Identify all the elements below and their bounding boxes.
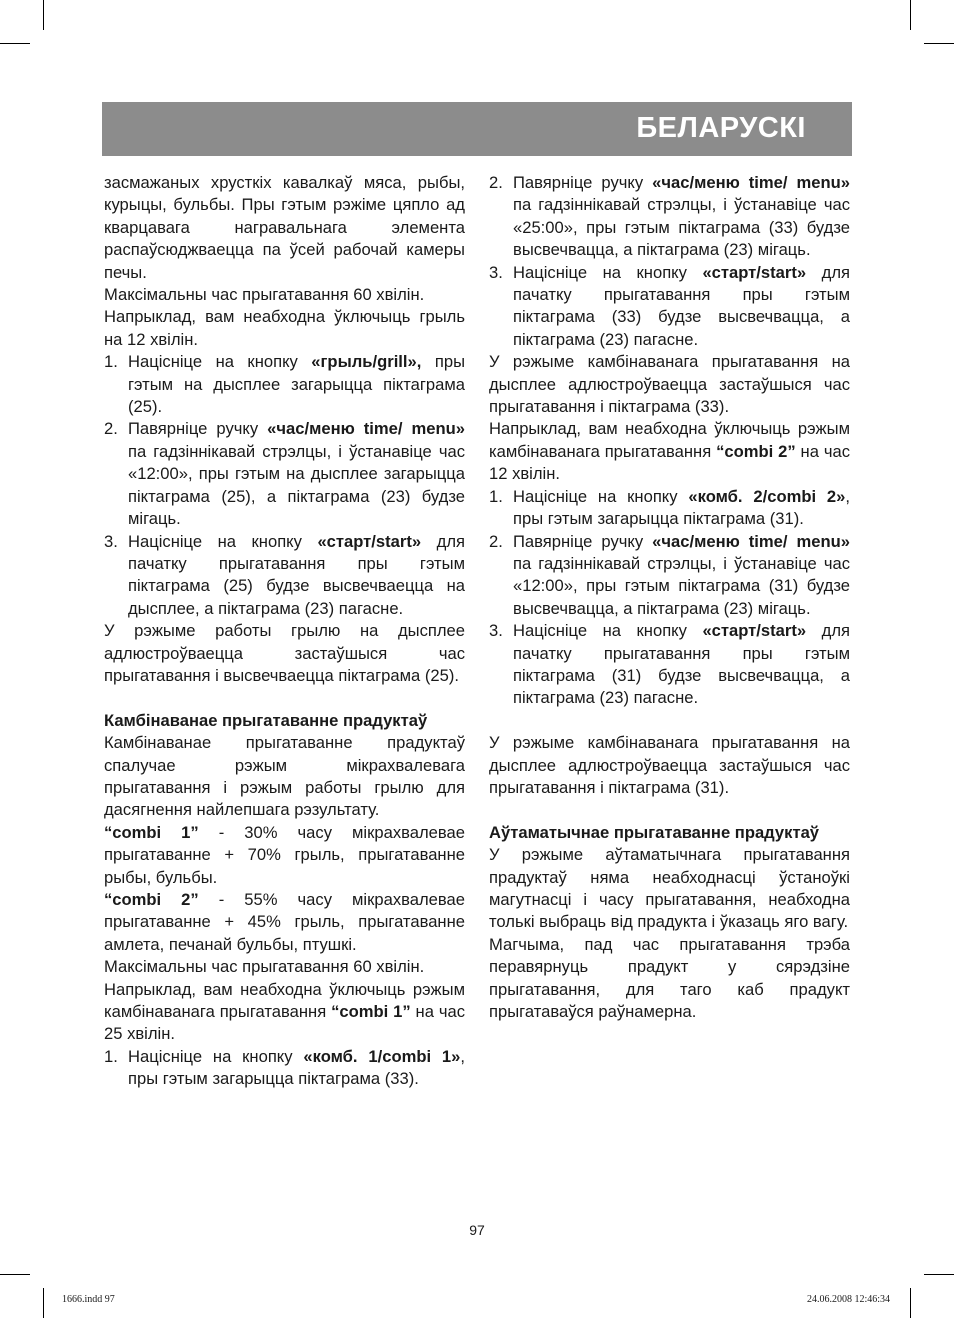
list-item: 2. Павярніце ручку «час/меню time/ menu» па гадзіннікавай стрэлцы, і ўстанавіце час «25:00», пры гэтым піктаграма (33) будзе высвечвацца, а піктаграма (23) мігаць. [489, 173, 850, 260]
list-item: 1. Націсніце на кнопку «комб. 2/combi 2», пры гэтым загарыцца піктаграма (31). [489, 486, 851, 529]
file-slug: 1666.indd 97 [62, 1294, 115, 1305]
paragraph: засмажаных хрусткіх кавалкаў мяса, рыбы, курыцы, бульбы. Пры гэтым рэжіме цяпло ад кварцавага награвальнага элемента распаўсюджваецца па ўсей рабочай камеры печы. [104, 173, 465, 282]
paragraph: “combi 1” - 30% часу мікрахвалевае прыгатаванне + 70% грыль, прыгатаванне рыбы, бульбы. [104, 822, 465, 887]
list-item: 3. Націсніце на кнопку «старт/start» для пачатку прыгатавання пры гэтым піктаграма (25) будзе высвечваецца на дысплее, а піктаграма (23) пагасне. [104, 531, 465, 618]
crop-mark [924, 1274, 954, 1275]
paragraph: Камбінаванае прыгатаванне прадуктаў спалучае рэжым мікрахвалевага прыгатавання і рэжым работы грылю для дасягнення найлепшага рэзультату. [104, 733, 465, 820]
paragraph: У рэжыме работы грылю на дысплее адлюстроўваецца застаўшыся час прыгатавання і высвечваецца піктаграма (25). [104, 621, 465, 685]
crop-mark [43, 1288, 44, 1318]
list-item: 1. Націсніце на кнопку «грыль/grill», пры гэтым на дысплее загарыцца піктаграма (25). [104, 352, 465, 417]
crop-mark [910, 1288, 911, 1318]
section-heading: Камбінаванае прыгатаванне прадуктаў [104, 710, 428, 730]
list-item: 3. Націсніце на кнопку «старт/start» для пачатку прыгатавання пры гэтым піктаграма (33) будзе высвечвацца, а піктаграма (23) пагасне. [489, 262, 850, 349]
paragraph: У рэжыме аўтаматычнага прыгатавання прадуктаў няма неабходнасці ўстаноўкі магутнасці і часу прыгатавання, неабходна толькі выбраць від прадукта і ўказаць яго вагу. [489, 845, 850, 932]
paragraph: Напрыклад, вам неабходна ўключыць грыль на 12 хвілін. [104, 307, 465, 349]
paragraph: “combi 2” - 55% часу мікрахвалевае прыгатаванне + 45% грыль, прыгатаванне амлета, печанай бульбы, птушкі. [104, 889, 465, 954]
list-item: 3. Націсніце на кнопку «старт/start» для пачатку прыгатавання пры гэтым піктаграма (31) будзе высвечвацца, а піктаграма (23) пагасне. [489, 621, 850, 708]
section-title: БЕЛАРУСКІ [636, 112, 806, 144]
crop-mark [43, 0, 44, 30]
list-item: 2. Павярніце ручку «час/меню time/ menu» па гадзіннікавай стрэлцы, і ўстанавіце час «12:00», пры гэтым на дысплее загарыцца піктаграма (25), а піктаграма (23) будзе мігаць. [104, 419, 465, 529]
section-heading: Аўтаматычнае прыгатаванне прадуктаў [489, 822, 820, 842]
crop-mark [0, 43, 30, 44]
page-number: 97 [469, 1222, 485, 1238]
paragraph: У рэжыме камбінаванага прыгатавання на дысплее адлюстроўваецца застаўшыся час прыгатавання і піктаграма (31). [489, 733, 850, 797]
left-column [104, 172, 465, 1091]
paragraph: Напрыклад, вам неабходна ўключыць рэжым камбінаванага прыгатавання “combi 2” на час 12 хвілін. [489, 419, 850, 484]
paragraph: Максімальны час прыгатавання 60 хвілін. [104, 285, 425, 305]
section-header-bar [102, 102, 852, 156]
crop-mark [910, 0, 911, 30]
paragraph: Максімальны час прыгатавання 60 хвілін. [104, 957, 425, 977]
list-item: 1. Націсніце на кнопку «комб. 1/combi 1», пры гэтым загарыцца піктаграма (33). [104, 1046, 466, 1089]
crop-mark [924, 43, 954, 44]
list-item: 2. Павярніце ручку «час/меню time/ menu» па гадзіннікавай стрэлцы, і ўстанавіце час «12:00», пры гэтым піктаграма (31) будзе высвечвацца, а піктаграма (23) мігаць. [489, 531, 850, 618]
date-slug: 24.06.2008 12:46:34 [806, 1294, 890, 1305]
right-column [489, 172, 850, 1023]
paragraph: У рэжыме камбінаванага прыгатавання на дысплее адлюстроўваецца застаўшыся час прыгатавання і піктаграма (33). [489, 352, 850, 417]
crop-mark [0, 1274, 30, 1275]
paragraph: Напрыклад, вам неабходна ўключыць рэжым камбінаванага прыгатавання “combi 1” на час 25 хвілін. [104, 979, 465, 1044]
paragraph: Магчыма, пад час прыгатавання трэба перавярнуць прадукт у сярэдзіне прыгатавання, для таго каб прадукт прыгатаваўся раўнамерна. [489, 934, 850, 1021]
